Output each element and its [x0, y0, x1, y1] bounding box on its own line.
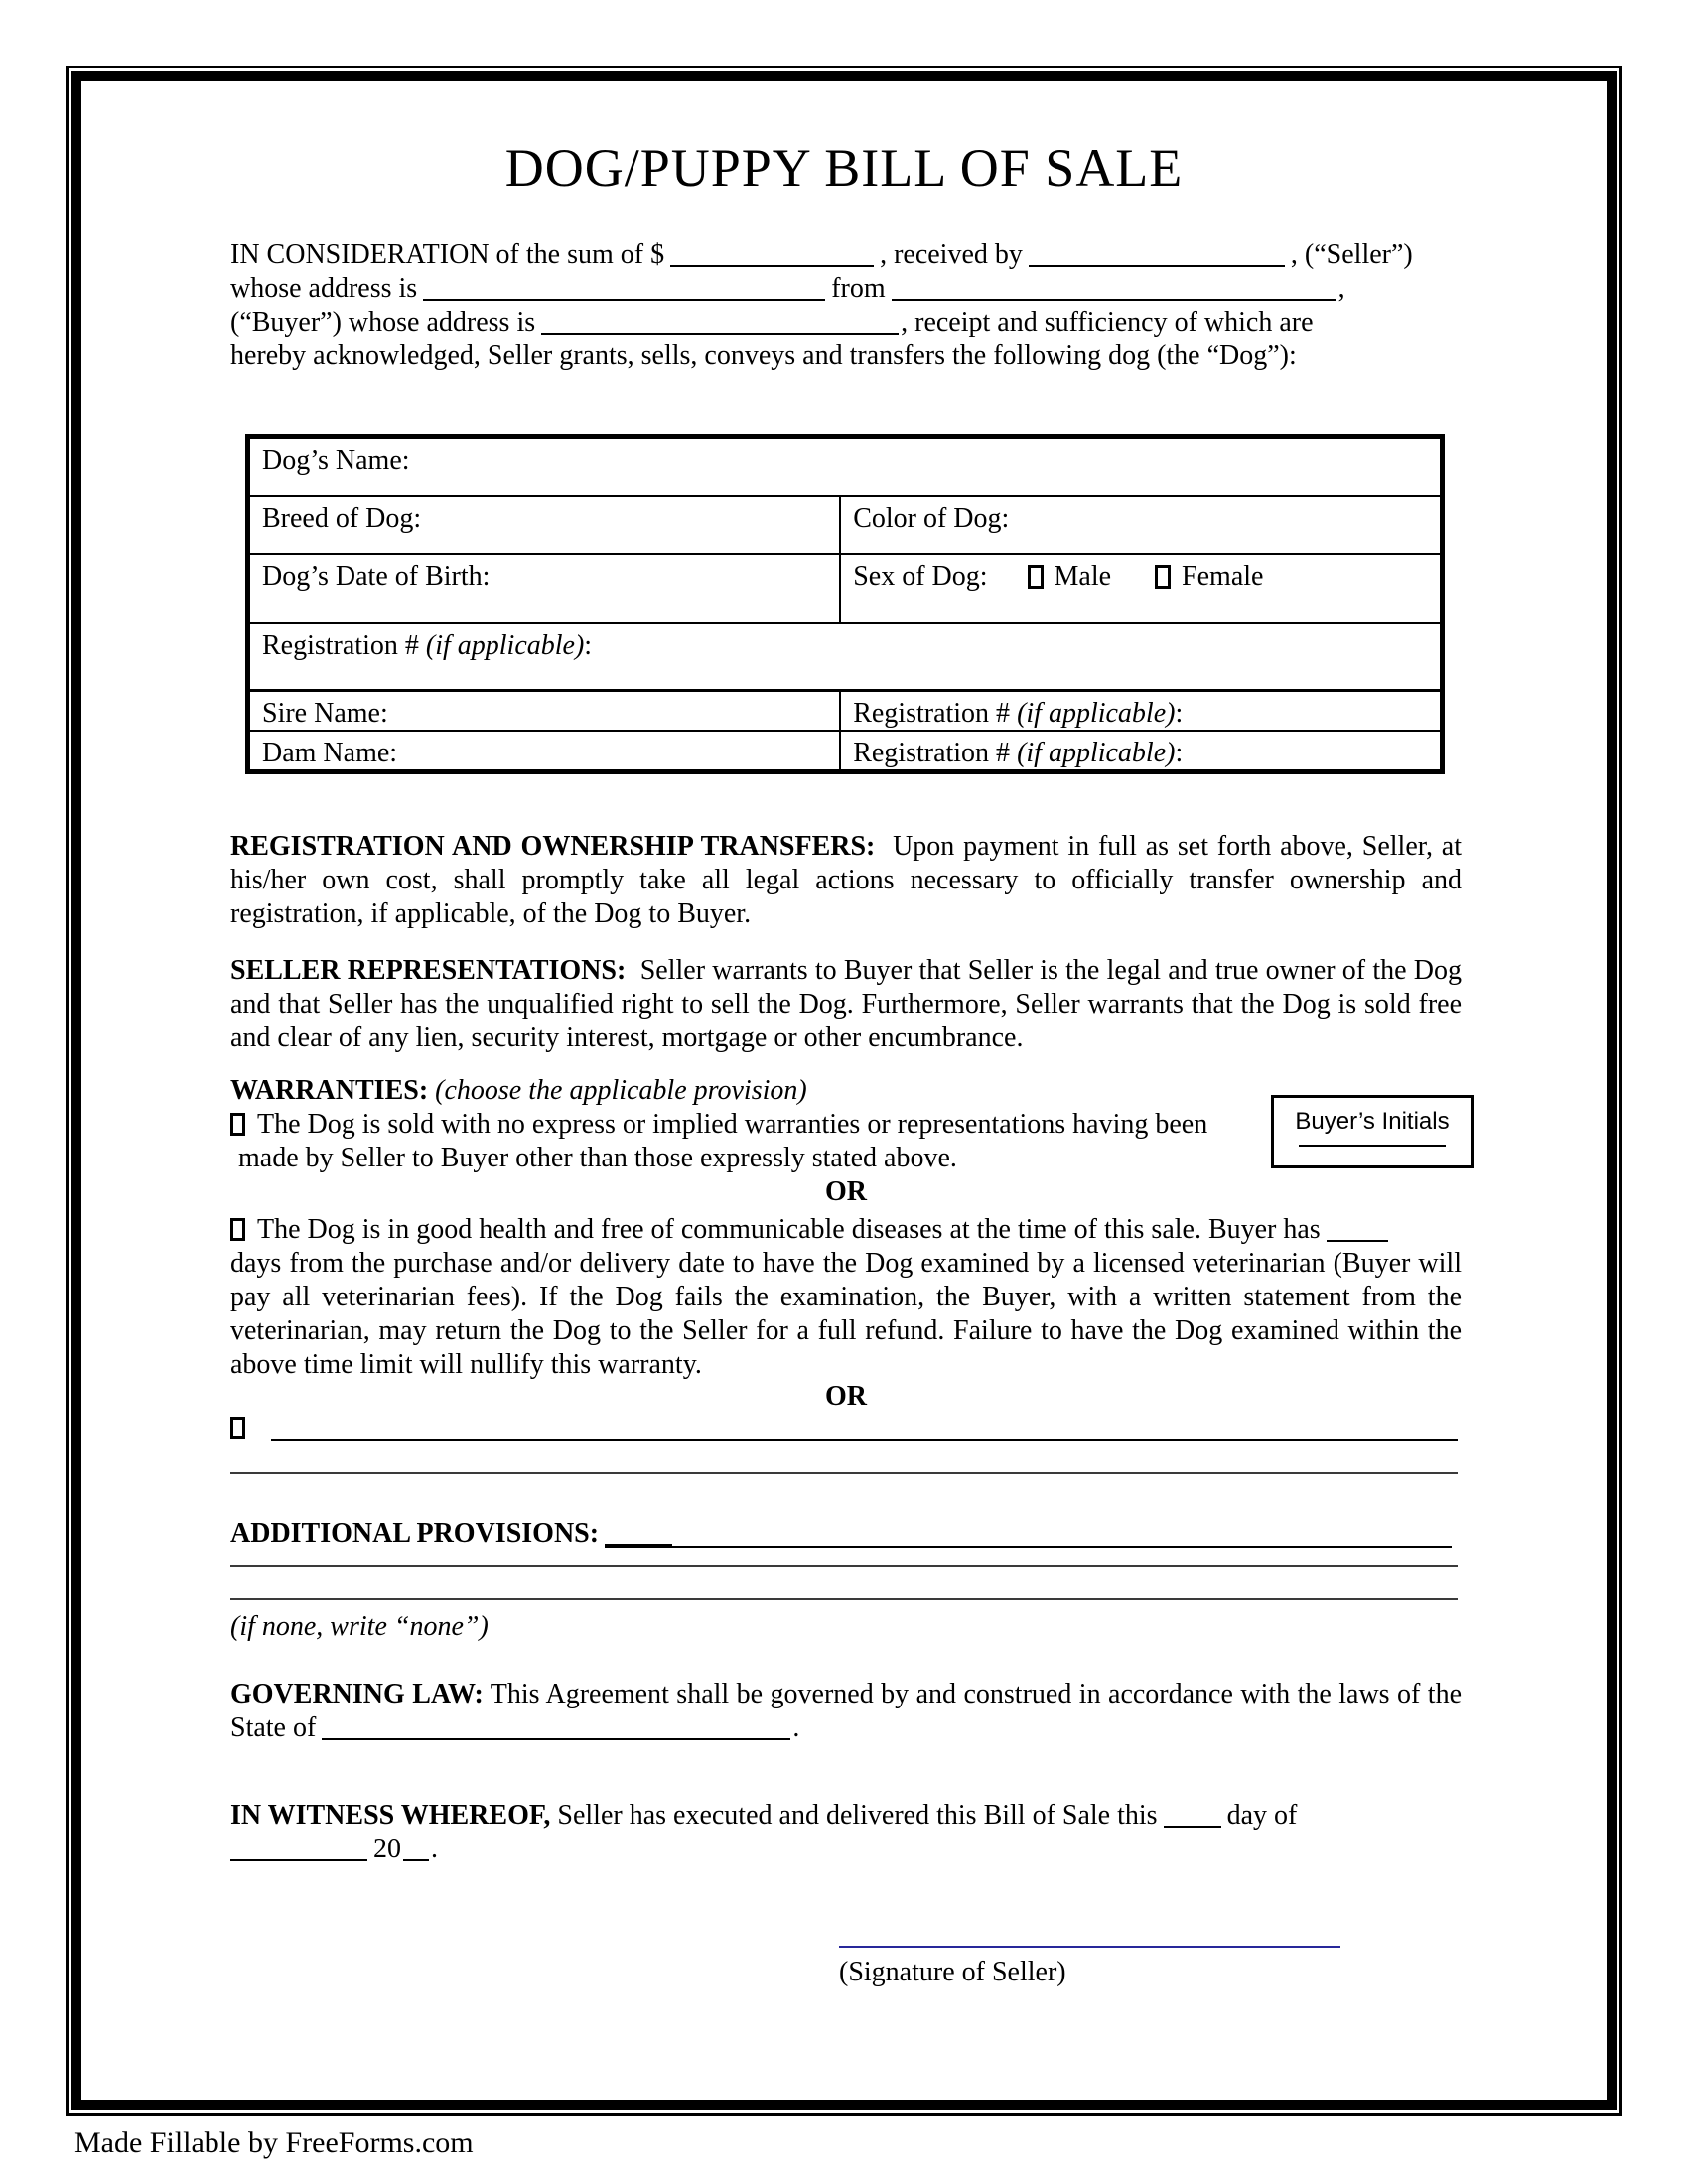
- breed-label: Breed of Dog:: [262, 502, 422, 534]
- warranties-heading-line: [230, 1074, 807, 1108]
- breed-cell[interactable]: [248, 496, 841, 554]
- witness-body-a: Seller has executed and delivered this Bill of Sale this: [557, 1800, 1158, 1831]
- intro-l2a: whose address is: [230, 273, 418, 304]
- additional-provisions-row: [230, 1517, 1458, 1551]
- received-by-blank[interactable]: [1029, 243, 1285, 267]
- dam-registration-cell[interactable]: [840, 731, 1442, 772]
- table-row: [248, 437, 1443, 496]
- witness-paragraph: [230, 1799, 1462, 1866]
- sum-blank[interactable]: [670, 243, 874, 267]
- warranties-heading: WARRANTIES:: [230, 1075, 429, 1106]
- registration-transfers-body: Upon payment in full as set forth above, Seller, at his/her own cost, shall promptly take all legal actions necessary to officially transfer ownership and registration, if applicable, of the Dog to Buyer.: [230, 831, 1462, 929]
- buyers-initials-blank[interactable]: [1299, 1145, 1446, 1147]
- table-row: [248, 691, 1443, 732]
- or-separator-2: OR: [825, 1381, 867, 1412]
- dog-info-table: [245, 434, 1445, 774]
- sire-registration-label: Registration #: [853, 698, 1011, 729]
- sire-registration-if-applicable: (if applicable): [1017, 698, 1176, 729]
- sex-cell: [840, 554, 1442, 623]
- intro-paragraph: [230, 238, 1462, 373]
- seller-address-blank[interactable]: [423, 277, 825, 301]
- seller-representations-body: Seller warrants to Buyer that Seller is the legal and true owner of the Dog and that Seller has the unqualified right to sell the Dog. Furthermore, Seller warrants that the Dog is sold free and clear of any lien, security interest, mortgage or other encumbrance.: [230, 955, 1462, 1053]
- seller-representations-paragraph: [230, 954, 1462, 1055]
- dob-label: Dog’s Date of Birth:: [262, 560, 491, 592]
- dam-label: Dam Name:: [262, 738, 398, 768]
- additional-provisions-blank-3[interactable]: [230, 1598, 1458, 1600]
- dogs-name-cell[interactable]: [248, 437, 1443, 496]
- intro-l2b: from: [831, 273, 886, 304]
- witness-heading: IN WITNESS WHEREOF,: [230, 1800, 551, 1831]
- sex-label: Sex of Dog:: [853, 560, 988, 592]
- days-blank[interactable]: [1327, 1218, 1388, 1242]
- buyer-address-blank[interactable]: [541, 311, 899, 335]
- if-none-note: (if none, write “none”): [230, 1611, 489, 1642]
- state-blank[interactable]: [322, 1716, 790, 1740]
- male-label: Male: [1054, 560, 1112, 592]
- intro-l1a: IN CONSIDERATION of the sum of $: [230, 239, 665, 270]
- warranty-option-3-checkbox[interactable]: [230, 1417, 245, 1439]
- witness-period: .: [431, 1834, 438, 1864]
- footer-credit: Made Fillable by FreeForms.com: [74, 2126, 474, 2159]
- warranty-option-2-lead-text: The Dog is in good health and free of communicable diseases at the time of this sale. Buyer has: [257, 1214, 1321, 1245]
- governing-law-paragraph: [230, 1678, 1462, 1745]
- from-blank[interactable]: [892, 277, 1336, 301]
- state-of-label: State of: [230, 1712, 317, 1743]
- dam-registration-label: Registration #: [853, 738, 1011, 768]
- seller-signature-line[interactable]: [839, 1946, 1340, 1948]
- table-row: [248, 731, 1443, 772]
- table-row: [248, 623, 1443, 691]
- sire-name-cell[interactable]: [248, 691, 841, 732]
- warranty-option-2-body: days from the purchase and/or delivery date to have the Dog examined by a licensed veterinarian (Buyer will pay all veterinarian fees). If the Dog fails the examination, the Buyer, with a written statement from the veterinarian, may return the Dog to the Seller for a full refund. Failure to have the Dog examined within the above time limit will nullify this warranty.: [230, 1248, 1462, 1380]
- intro-l1c: , (“Seller”): [1290, 239, 1413, 270]
- intro-line-3: [230, 306, 1462, 340]
- color-cell[interactable]: [840, 496, 1442, 554]
- additional-provisions-blank-lead[interactable]: [605, 1524, 672, 1548]
- registration-cell[interactable]: [248, 623, 1443, 691]
- table-row: [248, 554, 1443, 623]
- warranty-option-1-line1: The Dog is sold with no express or implied warranties or representations having been: [257, 1109, 1208, 1140]
- buyers-initials-box: [1271, 1095, 1474, 1168]
- dob-cell[interactable]: [248, 554, 841, 623]
- warranty-option-2-lead: [230, 1213, 1394, 1247]
- page-title: DOG/PUPPY BILL OF SALE: [504, 138, 1184, 198]
- warranty-option-3-blank-1[interactable]: [271, 1418, 1458, 1441]
- year-blank[interactable]: [403, 1838, 429, 1861]
- registration-transfers-paragraph: [230, 830, 1462, 931]
- dam-registration-if-applicable: (if applicable): [1017, 738, 1176, 768]
- warranty-option-1-line2: made by Seller to Buyer other than those expressly stated above.: [238, 1143, 957, 1173]
- governing-law-period: .: [792, 1712, 800, 1743]
- or-separator-1: OR: [825, 1176, 867, 1207]
- warranty-option-3-blank-2[interactable]: [230, 1472, 1458, 1474]
- warranties-note: (choose the applicable provision): [435, 1075, 807, 1106]
- intro-line-1: [230, 238, 1462, 272]
- seller-representations-heading: SELLER REPRESENTATIONS:: [230, 955, 627, 986]
- registration-label: Registration #: [262, 629, 419, 661]
- additional-provisions-blank-1[interactable]: [672, 1524, 1452, 1548]
- sire-registration-colon: :: [1175, 698, 1184, 729]
- sire-registration-cell[interactable]: [840, 691, 1442, 732]
- male-checkbox[interactable]: [1028, 565, 1044, 589]
- female-checkbox[interactable]: [1155, 565, 1171, 589]
- sire-label: Sire Name:: [262, 698, 388, 729]
- additional-provisions-blank-2[interactable]: [230, 1565, 1458, 1567]
- intro-l3a: (“Buyer”) whose address is: [230, 307, 536, 338]
- buyers-initials-label: Buyer’s Initials: [1295, 1108, 1450, 1135]
- warranty-option-1-checkbox[interactable]: [230, 1113, 245, 1136]
- color-label: Color of Dog:: [853, 502, 1010, 534]
- witness-year-prefix: 20: [373, 1834, 401, 1864]
- table-row: [248, 496, 1443, 554]
- intro-line-2: [230, 272, 1462, 306]
- warranty-option-1: [230, 1108, 1263, 1175]
- warranty-option-2-checkbox[interactable]: [230, 1218, 245, 1241]
- dogs-name-label: Dog’s Name:: [262, 445, 410, 476]
- female-label: Female: [1182, 560, 1264, 592]
- witness-body-b: day of: [1226, 1800, 1298, 1831]
- dam-registration-colon: :: [1175, 738, 1184, 768]
- intro-l3b: , receipt and sufficiency of which are: [901, 307, 1314, 338]
- warranty-option-3: [230, 1414, 1458, 1441]
- day-blank[interactable]: [1164, 1804, 1221, 1828]
- intro-line-4: hereby acknowledged, Seller grants, sells, conveys and transfers the following dog (the “Dog”):: [230, 341, 1297, 371]
- registration-colon: :: [584, 629, 593, 661]
- governing-law-body: This Agreement shall be governed by and construed in accordance with the laws of the: [490, 1679, 1463, 1709]
- signature-caption: (Signature of Seller): [839, 1957, 1066, 1987]
- month-blank[interactable]: [230, 1838, 367, 1861]
- additional-provisions-heading: ADDITIONAL PROVISIONS:: [230, 1518, 600, 1549]
- dam-name-cell[interactable]: [248, 731, 841, 772]
- intro-l1b: , received by: [880, 239, 1023, 270]
- governing-law-heading: GOVERNING LAW:: [230, 1679, 484, 1709]
- intro-l2c: ,: [1337, 273, 1345, 304]
- registration-transfers-heading: REGISTRATION AND OWNERSHIP TRANSFERS:: [230, 831, 876, 862]
- registration-if-applicable: (if applicable): [425, 629, 585, 661]
